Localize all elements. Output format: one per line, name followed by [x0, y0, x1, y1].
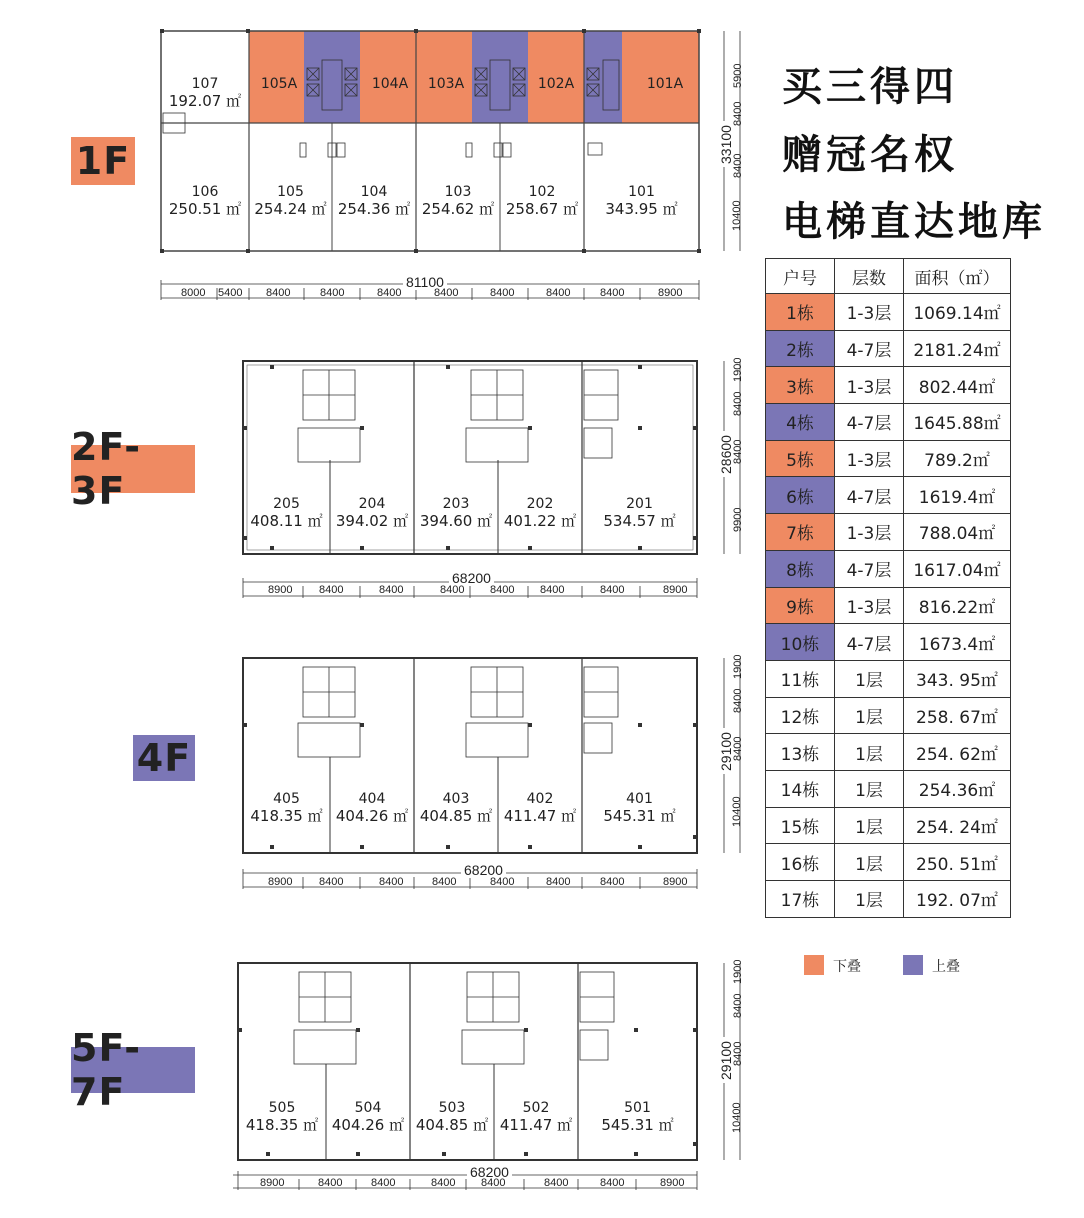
cell-unit: 14栋 [766, 770, 835, 807]
floor-plan-1f [0, 0, 760, 300]
cell-unit: 6栋 [766, 477, 835, 514]
cell-area: 1619.4㎡ [904, 477, 1011, 514]
unit-102: 102 258.67 ㎡ [505, 184, 579, 218]
span-1f-4: 8400 [320, 287, 345, 299]
depth-5f-3: 8400 [732, 1041, 744, 1066]
table-row [766, 844, 1011, 881]
cell-area: 802.44㎡ [904, 367, 1011, 404]
span-5f-1: 8900 [260, 1177, 285, 1189]
cell-floors: 4-7层 [835, 550, 904, 587]
cell-unit: 15栋 [766, 807, 835, 844]
table-row [766, 697, 1011, 734]
cell-area: 788.04㎡ [904, 514, 1011, 551]
table-row [766, 367, 1011, 404]
cell-floors: 1-3层 [835, 514, 904, 551]
span-5f-5: 8400 [481, 1177, 506, 1189]
table-row [766, 514, 1011, 551]
cell-floors: 1层 [835, 770, 904, 807]
cell-floors: 1层 [835, 844, 904, 881]
span-2f-7: 8400 [600, 584, 625, 596]
header-area: 面积（㎡） [904, 259, 1011, 294]
cell-unit: 5栋 [766, 440, 835, 477]
span-4f-4: 8400 [432, 876, 457, 888]
floor-tag-1f: 1F [71, 137, 135, 185]
total-width-2f: 68200 [449, 570, 494, 586]
span-1f-8: 8400 [546, 287, 571, 299]
table-row [766, 734, 1011, 771]
span-2f-1: 8900 [268, 584, 293, 596]
unit-401: 401 545.31 ㎡ [603, 791, 676, 825]
cell-floors: 4-7层 [835, 404, 904, 441]
unit-104: 104 254.36 ㎡ [337, 184, 411, 218]
total-depth-2f: 28600 [718, 431, 734, 477]
cell-unit: 11栋 [766, 660, 835, 697]
span-5f-7: 8400 [600, 1177, 625, 1189]
unit-102a: 102A [537, 76, 575, 92]
span-4f-6: 8400 [546, 876, 571, 888]
unit-505: 505 418.35 ㎡ [245, 1100, 319, 1134]
cell-unit: 17栋 [766, 881, 835, 918]
span-1f-3: 8400 [266, 287, 291, 299]
cell-unit: 12栋 [766, 697, 835, 734]
cell-area: 1069.14㎡ [904, 294, 1011, 331]
depth-4f-3: 8400 [732, 736, 744, 761]
unit-104a: 104A [371, 76, 409, 92]
span-4f-8: 8900 [663, 876, 688, 888]
cell-floors: 4-7层 [835, 624, 904, 661]
unit-205: 205 408.11 ㎡ [250, 496, 323, 530]
depth-5f-2: 8400 [732, 993, 744, 1018]
floor-tag-4f: 4F [133, 735, 195, 781]
unit-204: 204 394.02 ㎡ [335, 496, 409, 530]
unit-103a: 103A [427, 76, 465, 92]
total-depth-4f: 29100 [718, 728, 734, 774]
table-row [766, 294, 1011, 331]
span-1f-9: 8400 [600, 287, 625, 299]
depth-1f-3: 8400 [732, 153, 744, 178]
cell-area: 343. 95㎡ [904, 660, 1011, 697]
cell-floors: 1层 [835, 734, 904, 771]
span-4f-5: 8400 [490, 876, 515, 888]
cell-floors: 1层 [835, 660, 904, 697]
legend-upper-label: 上叠 [932, 959, 960, 975]
floor-plan-2f-3f [0, 350, 760, 600]
table-row [766, 881, 1011, 918]
cell-floors: 1-3层 [835, 294, 904, 331]
header-floors: 层数 [835, 259, 904, 294]
unit-105: 105 254.24 ㎡ [254, 184, 327, 218]
span-2f-6: 8400 [540, 584, 565, 596]
cell-area: 250. 51㎡ [904, 844, 1011, 881]
span-4f-7: 8400 [600, 876, 625, 888]
table-row [766, 550, 1011, 587]
unit-402: 402 411.47 ㎡ [503, 791, 577, 825]
slogan-line-2: 赠冠名权 [782, 132, 958, 178]
table-row [766, 587, 1011, 624]
plan-5f-drawing [0, 952, 760, 1202]
table-row [766, 770, 1011, 807]
unit-403: 403 404.85 ㎡ [419, 791, 493, 825]
cell-area: 2181.24㎡ [904, 330, 1011, 367]
span-1f-5: 8400 [377, 287, 402, 299]
slogan-line-1: 买三得四 [782, 64, 958, 110]
cell-area: 789.2㎡ [904, 440, 1011, 477]
unit-103: 103 254.62 ㎡ [421, 184, 495, 218]
span-2f-2: 8400 [319, 584, 344, 596]
cell-unit: 7栋 [766, 514, 835, 551]
unit-101: 101 343.95 ㎡ [605, 184, 678, 218]
depth-2f-4: 9900 [732, 507, 744, 532]
span-5f-3: 8400 [371, 1177, 396, 1189]
plan-1f-drawing [0, 0, 760, 300]
cell-area: 254.36㎡ [904, 770, 1011, 807]
floor-tag-2f-3f: 2F-3F [71, 445, 195, 493]
table-row [766, 477, 1011, 514]
span-1f-7: 8400 [490, 287, 515, 299]
cell-area: 1673.4㎡ [904, 624, 1011, 661]
total-depth-5f: 29100 [718, 1037, 734, 1083]
unit-107: 107 192.07 ㎡ [168, 76, 242, 110]
span-5f-2: 8400 [318, 1177, 343, 1189]
depth-1f-1: 5900 [732, 63, 744, 88]
unit-106: 106 250.51 ㎡ [168, 184, 242, 218]
table-row [766, 440, 1011, 477]
table-row [766, 660, 1011, 697]
cell-area: 1617.04㎡ [904, 550, 1011, 587]
depth-5f-1: 1900 [732, 959, 744, 984]
cell-unit: 10栋 [766, 624, 835, 661]
cell-floors: 4-7层 [835, 330, 904, 367]
legend-lower-label: 下叠 [833, 959, 861, 975]
depth-2f-2: 8400 [732, 391, 744, 416]
cell-floors: 1-3层 [835, 587, 904, 624]
unit-202: 202 401.22 ㎡ [503, 496, 577, 530]
legend-upper-swatch [903, 955, 923, 975]
total-width-4f: 68200 [461, 862, 506, 878]
cell-unit: 4栋 [766, 404, 835, 441]
unit-404: 404 404.26 ㎡ [335, 791, 409, 825]
span-1f-2: 5400 [218, 287, 243, 299]
span-2f-8: 8900 [663, 584, 688, 596]
table-row [766, 807, 1011, 844]
cell-unit: 3栋 [766, 367, 835, 404]
span-1f-10: 8900 [658, 287, 683, 299]
cell-unit: 8栋 [766, 550, 835, 587]
span-4f-3: 8400 [379, 876, 404, 888]
span-2f-5: 8400 [490, 584, 515, 596]
cell-floors: 1-3层 [835, 440, 904, 477]
legend-lower-swatch [804, 955, 824, 975]
depth-5f-4: 10400 [731, 1102, 743, 1133]
unit-504: 504 404.26 ㎡ [331, 1100, 405, 1134]
span-1f-1: 8000 [181, 287, 206, 299]
depth-4f-4: 10400 [731, 796, 743, 827]
unit-201: 201 534.57 ㎡ [603, 496, 676, 530]
span-5f-8: 8900 [660, 1177, 685, 1189]
cell-floors: 1层 [835, 881, 904, 918]
cell-area: 258. 67㎡ [904, 697, 1011, 734]
span-4f-1: 8900 [268, 876, 293, 888]
cell-area: 816.22㎡ [904, 587, 1011, 624]
depth-2f-3: 8400 [732, 439, 744, 464]
cell-unit: 13栋 [766, 734, 835, 771]
total-depth-1f: 33100 [718, 121, 734, 167]
cell-unit: 16栋 [766, 844, 835, 881]
table-row [766, 404, 1011, 441]
span-1f-6: 8400 [434, 287, 459, 299]
span-5f-6: 8400 [544, 1177, 569, 1189]
cell-floors: 1层 [835, 807, 904, 844]
unit-203: 203 394.60 ㎡ [419, 496, 493, 530]
floor-tag-5f-7f: 5F-7F [71, 1047, 195, 1093]
depth-4f-2: 8400 [732, 688, 744, 713]
span-2f-4: 8400 [440, 584, 465, 596]
cell-unit: 9栋 [766, 587, 835, 624]
slogan-line-3: 电梯直达地库 [782, 199, 1046, 245]
plan-2f-drawing [0, 350, 760, 600]
span-5f-4: 8400 [431, 1177, 456, 1189]
header-unit: 户号 [766, 259, 835, 294]
depth-1f-2: 8400 [732, 101, 744, 126]
cell-floors: 4-7层 [835, 477, 904, 514]
total-width-5f: 68200 [467, 1164, 512, 1180]
floor-plan-4f [0, 647, 760, 897]
unit-501: 501 545.31 ㎡ [601, 1100, 674, 1134]
floor-plan-5f-7f [0, 952, 760, 1202]
cell-area: 1645.88㎡ [904, 404, 1011, 441]
table-row [766, 624, 1011, 661]
cell-unit: 1栋 [766, 294, 835, 331]
unit-502: 502 411.47 ㎡ [499, 1100, 573, 1134]
depth-4f-1: 1900 [732, 654, 744, 679]
span-2f-3: 8400 [379, 584, 404, 596]
span-4f-2: 8400 [319, 876, 344, 888]
cell-area: 192. 07㎡ [904, 881, 1011, 918]
depth-1f-4: 10400 [731, 200, 743, 231]
area-table [765, 258, 1011, 918]
cell-unit: 2栋 [766, 330, 835, 367]
depth-2f-1: 1900 [732, 357, 744, 382]
unit-105a: 105A [260, 76, 298, 92]
table-header-row [766, 259, 1011, 294]
unit-101a: 101A [646, 76, 684, 92]
cell-floors: 1层 [835, 697, 904, 734]
cell-area: 254. 62㎡ [904, 734, 1011, 771]
cell-floors: 1-3层 [835, 367, 904, 404]
cell-area: 254. 24㎡ [904, 807, 1011, 844]
plan-4f-drawing [0, 647, 760, 897]
table-body [766, 294, 1011, 918]
table-row [766, 330, 1011, 367]
unit-405: 405 418.35 ㎡ [250, 791, 323, 825]
unit-503: 503 404.85 ㎡ [415, 1100, 489, 1134]
total-width-1f: 81100 [403, 274, 447, 290]
